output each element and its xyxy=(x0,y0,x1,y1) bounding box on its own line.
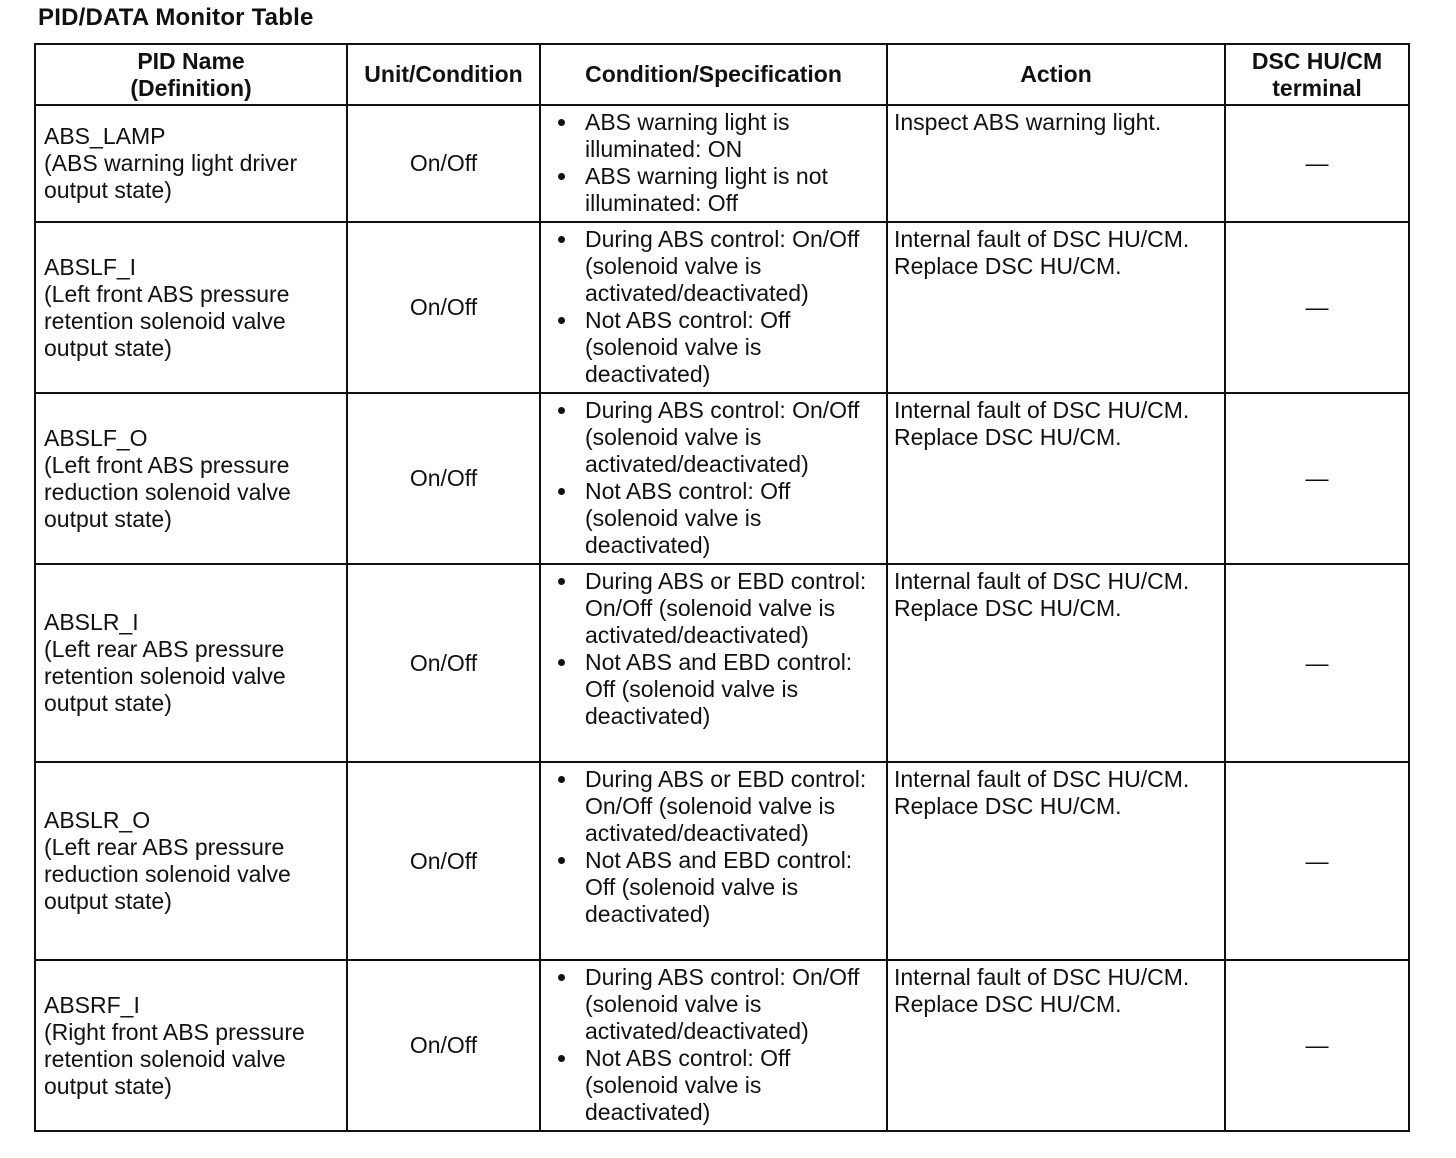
action-cell xyxy=(887,105,1225,222)
action-text: Internal fault of DSC HU/CM. xyxy=(894,397,1190,423)
page-title: PID/DATA Monitor Table xyxy=(38,4,314,31)
terminal-cell: — xyxy=(1225,564,1409,762)
terminal-cell: — xyxy=(1225,762,1409,960)
header-unit-condition: Unit/Condition xyxy=(347,44,540,105)
condition-list xyxy=(549,109,878,217)
table-row xyxy=(35,222,1409,393)
header-pid-name xyxy=(35,44,347,105)
header-terminal-line2: terminal xyxy=(1272,74,1362,101)
pid-definition: (Left front ABS pressure reduction solenoid valve output state) xyxy=(44,451,291,532)
condition-list xyxy=(549,964,878,1126)
condition-item: • During ABS or EBD control: On/Off (solenoid valve is activated/deactivated) xyxy=(579,766,878,847)
condition-list xyxy=(549,226,878,388)
condition-list xyxy=(549,568,878,730)
header-condition-specification: Condition/Specification xyxy=(540,44,887,105)
unit-cell: On/Off xyxy=(347,393,540,564)
action-text-2: Replace DSC HU/CM. xyxy=(894,595,1122,621)
condition-item: • During ABS control: On/Off (solenoid valve is activated/deactivated) xyxy=(579,226,878,307)
terminal-cell: — xyxy=(1225,960,1409,1131)
table-row xyxy=(35,762,1409,960)
action-text: Internal fault of DSC HU/CM. xyxy=(894,964,1190,990)
terminal-cell: — xyxy=(1225,393,1409,564)
condition-list xyxy=(549,766,878,928)
condition-item: • During ABS or EBD control: On/Off (solenoid valve is activated/deactivated) xyxy=(579,568,878,649)
condition-item: • Not ABS control: Off (solenoid valve is deactivated) xyxy=(579,307,878,388)
action-text: Inspect ABS warning light. xyxy=(894,109,1162,135)
unit-cell: On/Off xyxy=(347,960,540,1131)
condition-item: • Not ABS control: Off (solenoid valve is deactivated) xyxy=(579,478,878,559)
condition-item: • During ABS control: On/Off (solenoid valve is activated/deactivated) xyxy=(579,964,878,1045)
header-pid-name-line1: PID Name xyxy=(137,47,245,74)
table-header-row xyxy=(35,44,1409,105)
pid-definition: (Right front ABS pressure retention solenoid valve output state) xyxy=(44,1018,305,1099)
action-cell xyxy=(887,393,1225,564)
terminal-cell: — xyxy=(1225,105,1409,222)
action-cell xyxy=(887,564,1225,762)
table-row xyxy=(35,564,1409,762)
pid-cell xyxy=(35,762,347,960)
pid-definition: (Left rear ABS pressure retention solenoid valve output state) xyxy=(44,636,286,716)
pid-cell xyxy=(35,960,347,1131)
pid-monitor-table xyxy=(34,43,1410,1132)
condition-cell xyxy=(540,960,887,1131)
action-text-2: Replace DSC HU/CM. xyxy=(894,793,1122,819)
action-cell xyxy=(887,762,1225,960)
pid-cell xyxy=(35,564,347,762)
action-text-2: Replace DSC HU/CM. xyxy=(894,253,1122,279)
unit-cell: On/Off xyxy=(347,564,540,762)
condition-cell xyxy=(540,222,887,393)
condition-cell xyxy=(540,762,887,960)
pid-cell xyxy=(35,393,347,564)
action-text: Internal fault of DSC HU/CM. xyxy=(894,226,1190,252)
pid-cell xyxy=(35,105,347,222)
action-text-2: Replace DSC HU/CM. xyxy=(894,991,1122,1017)
pid-name: ABSLR_I xyxy=(44,609,139,635)
header-terminal xyxy=(1225,44,1409,105)
pid-definition: (ABS warning light driver output state) xyxy=(44,150,298,203)
table-row xyxy=(35,105,1409,222)
action-text: Internal fault of DSC HU/CM. xyxy=(894,766,1190,792)
pid-name: ABSRF_I xyxy=(44,991,140,1018)
condition-cell xyxy=(540,564,887,762)
condition-item: • ABS warning light is not illuminated: Off xyxy=(579,163,878,217)
pid-cell xyxy=(35,222,347,393)
condition-cell xyxy=(540,105,887,222)
terminal-cell: — xyxy=(1225,222,1409,393)
pid-name: ABSLF_I xyxy=(44,253,137,280)
header-terminal-line1: DSC HU/CM xyxy=(1251,47,1383,74)
condition-item: • During ABS control: On/Off (solenoid valve is activated/deactivated) xyxy=(579,397,878,478)
table-row xyxy=(35,960,1409,1131)
action-cell xyxy=(887,222,1225,393)
condition-item: • Not ABS control: Off (solenoid valve is deactivated) xyxy=(579,1045,878,1126)
header-action: Action xyxy=(887,44,1225,105)
condition-list xyxy=(549,397,878,559)
unit-cell: On/Off xyxy=(347,762,540,960)
unit-cell: On/Off xyxy=(347,222,540,393)
condition-item: • Not ABS and EBD control: Off (solenoid valve is deactivated) xyxy=(579,649,878,730)
condition-item: • ABS warning light is illuminated: ON xyxy=(579,109,878,163)
action-text: Internal fault of DSC HU/CM. xyxy=(894,568,1190,594)
condition-cell xyxy=(540,393,887,564)
pid-name: ABSLF_O xyxy=(44,424,148,451)
condition-item: • Not ABS and EBD control: Off (solenoid valve is deactivated) xyxy=(579,847,878,928)
pid-definition: (Left rear ABS pressure reduction solenoid valve output state) xyxy=(44,834,291,914)
table-row xyxy=(35,393,1409,564)
pid-name: ABSLR_O xyxy=(44,807,151,833)
unit-cell: On/Off xyxy=(347,105,540,222)
pid-name: ABS_LAMP xyxy=(44,123,166,149)
action-text-2: Replace DSC HU/CM. xyxy=(894,424,1122,450)
header-pid-name-line2: (Definition) xyxy=(130,74,252,101)
action-cell xyxy=(887,960,1225,1131)
pid-definition: (Left front ABS pressure retention solenoid valve output state) xyxy=(44,280,290,361)
